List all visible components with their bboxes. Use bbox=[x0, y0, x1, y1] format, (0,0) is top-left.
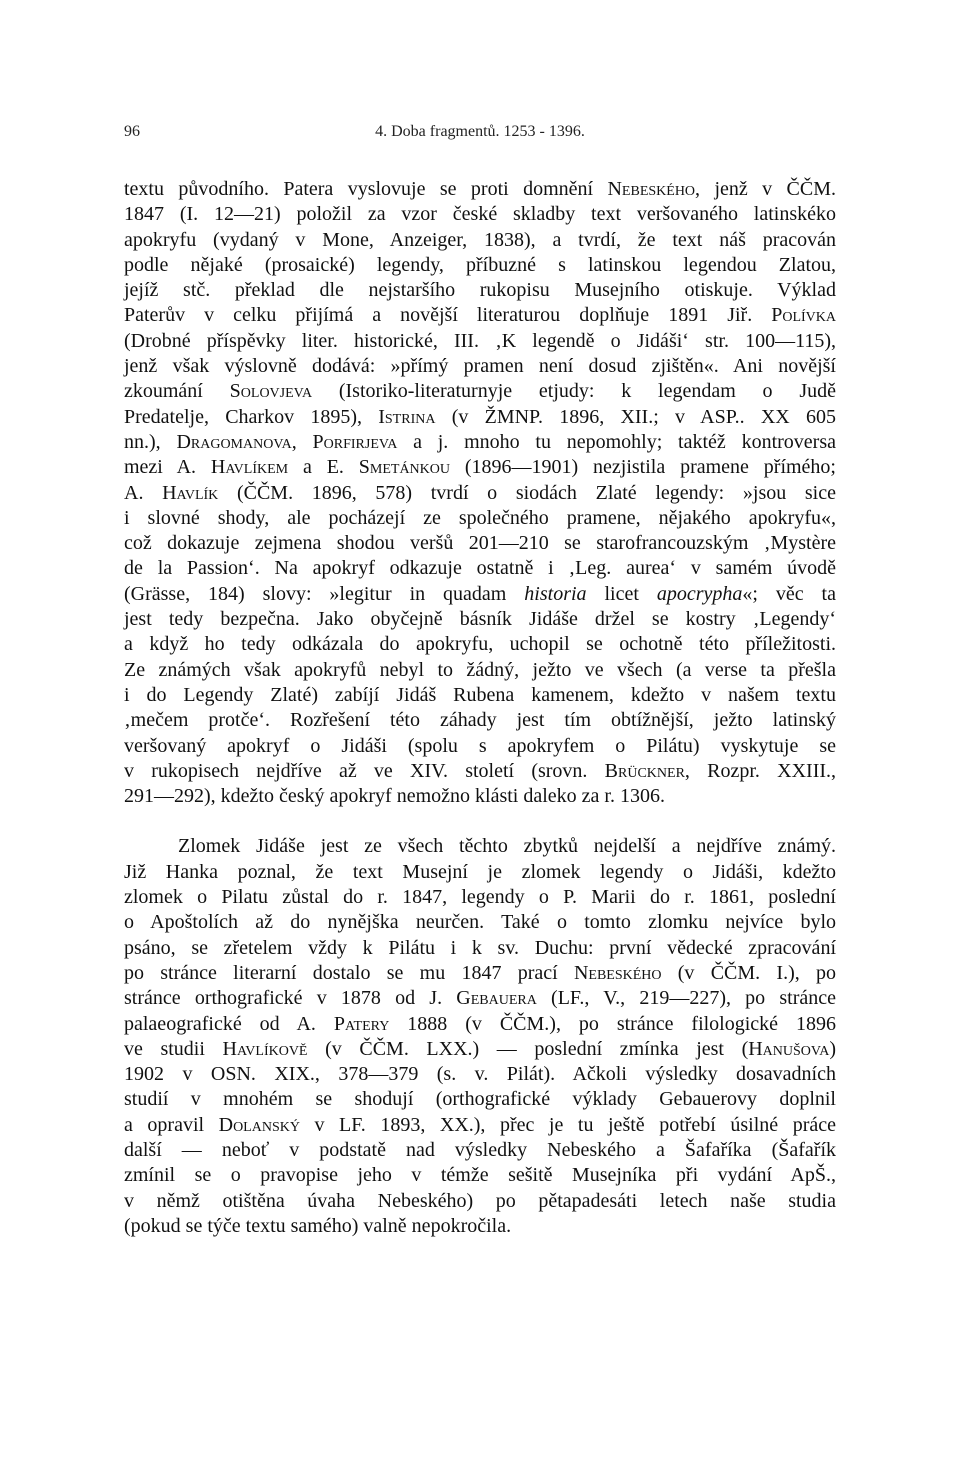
paragraph-2 bbox=[124, 834, 836, 1239]
text-segment: i slovné shody, ale pocházejí ze společného pramene, nějakého apokryfu«, bbox=[124, 506, 836, 529]
text-segment: (pokud se týče textu samého) valně nepokročila. bbox=[124, 1214, 512, 1237]
text-line bbox=[124, 582, 836, 607]
text-segment: 291—292), kdežto český apokryf nemožno klásti daleko za r. 1306. bbox=[124, 785, 665, 808]
text-segment: (v ČČM. LXX.) — poslední zmínka jest ( bbox=[307, 1037, 749, 1060]
text-segment: jest tedy bezpečna. Jako obyčejně básník Jidáše držel se kostry ‚Legendy‘ bbox=[124, 608, 836, 631]
text-line bbox=[124, 278, 836, 303]
text-segment: , Rozpr. XXIII., bbox=[684, 759, 837, 782]
text-segment: (ČČM. 1896, 578) tvrdí o siodách Zlaté legendy: »jsou sice bbox=[218, 481, 836, 504]
text-segment: (Drobné příspěvky liter. historické, III. ‚K legendě o Jidáši‘ str. 100—115), bbox=[124, 329, 836, 352]
text-line bbox=[124, 430, 836, 455]
text-line bbox=[124, 885, 836, 910]
text-segment: což dokazuje zejmena shodou veršů 201—210 se starofrancouzským ‚Mystère bbox=[124, 532, 836, 555]
text-line bbox=[124, 658, 836, 683]
text-line bbox=[124, 632, 836, 657]
text-line bbox=[124, 1062, 836, 1087]
text-segment: textu původního. Patera vyslovuje se proti domnění bbox=[124, 178, 608, 200]
author-name: Dolanský bbox=[218, 1113, 300, 1136]
author-name: Havlík bbox=[162, 481, 219, 504]
text-segment: , jenž v ČČM. bbox=[695, 178, 837, 200]
text-line bbox=[124, 734, 836, 759]
paragraph-1 bbox=[124, 177, 836, 809]
text-segment: 1902 v OSN. XIX., 378—379 (s. v. Pilát). Ačkoli výsledky dosavadních bbox=[124, 1063, 836, 1086]
author-name: Patery bbox=[333, 1012, 390, 1035]
text-segment: studií v mnohém se shodují (orthografické výklady Gebauerovy doplnil bbox=[124, 1088, 836, 1111]
text-segment: ‚mečem protče‘. Rozřešení této záhady jest tím obtížnější, ježto latinský bbox=[124, 709, 836, 732]
text-line bbox=[124, 1113, 836, 1138]
text-line bbox=[124, 354, 836, 379]
text-line bbox=[124, 860, 836, 885]
text-line bbox=[124, 556, 836, 581]
text-line bbox=[124, 936, 836, 961]
text-segment: (Grässe, 184) slovy: »legitur in quadam bbox=[124, 582, 525, 605]
text-segment: a opravil bbox=[124, 1113, 219, 1136]
author-name: Brückner bbox=[604, 759, 685, 782]
text-line bbox=[124, 329, 836, 354]
text-line bbox=[124, 202, 836, 227]
text-segment: ) bbox=[829, 1037, 836, 1060]
text-line bbox=[124, 1163, 836, 1188]
paragraph-gap bbox=[124, 809, 836, 834]
text-segment: v LF. 1893, XX.), přec je tu ještě potřebí úsilné práce bbox=[299, 1113, 836, 1136]
text-line bbox=[124, 177, 836, 202]
text-line bbox=[124, 834, 836, 859]
text-segment: psáno, se zřetelem vždy k Pilátu i k sv. Duchu: první vědecké zpracování bbox=[124, 936, 836, 959]
author-name: Polívka bbox=[771, 304, 836, 327]
text-segment: o Apoštolích až do nynějška neurčen. Také o tomto zlomku nejvíce bylo bbox=[124, 911, 836, 934]
author-name: Nebeského bbox=[573, 961, 662, 984]
author-name: Havlíkem bbox=[210, 456, 289, 479]
text-segment: další — neboť v podstatě nad výsledky Nebeského a Šafaříka (Šafařík bbox=[124, 1138, 836, 1161]
text-segment: A. bbox=[124, 481, 163, 504]
text-segment: zkoumání bbox=[124, 380, 230, 403]
text-segment: i do Legendy Zlaté) zabíjí Jidáš Rubena kamenem, kdežto v našem textu bbox=[124, 683, 836, 706]
text-line bbox=[124, 531, 836, 556]
text-segment: a když ho tedy odkázala do apokryfu, uchopil se ochotně této příležitosti. bbox=[124, 633, 836, 656]
text-line bbox=[124, 228, 836, 253]
page-header bbox=[124, 123, 836, 147]
author-name: Porfirjeva bbox=[312, 430, 398, 453]
text-segment: a E. bbox=[288, 456, 359, 479]
text-line bbox=[124, 481, 836, 506]
text-segment: v němž otištěna úvaha Nebeského) po pětapadesáti letech naše studia bbox=[124, 1189, 836, 1212]
text-segment: (LF., V., 219—227), po stránce bbox=[536, 987, 836, 1010]
text-segment: jenž však výslovně dodává: »přímý pramen není dosud zjištěn«. Ani novější bbox=[124, 355, 836, 378]
text-segment: mezi A. bbox=[124, 456, 211, 479]
text-line bbox=[124, 1012, 836, 1037]
text-line bbox=[124, 1087, 836, 1112]
author-name: Dragomanova bbox=[176, 430, 292, 453]
text-segment: de la Passion‘. Na apokryf odkazuje ostatně i ‚Leg. aurea‘ v samém úvodě bbox=[124, 557, 836, 580]
text-segment: ve studii bbox=[124, 1037, 223, 1060]
text-segment: zmínil se o pravopise jeho v témže sešitě Musejníka při vydání ApŠ., bbox=[124, 1164, 836, 1187]
text-line bbox=[124, 253, 836, 278]
text-line bbox=[124, 455, 836, 480]
text-segment: 1847 (I. 12—21) položil za vzor české skladby text veršovaného latinskéko bbox=[124, 203, 836, 226]
text-segment: (Istoriko-literaturnyje etjudy: k legendam o Judě bbox=[312, 380, 836, 403]
page-number: 96 bbox=[124, 123, 140, 140]
text-line bbox=[124, 986, 836, 1011]
text-line bbox=[124, 910, 836, 935]
text-segment: (1896—1901) nezjistila pramene přímého; bbox=[450, 456, 836, 479]
text-segment: veršovaný apokryf o Jidáši (spolu s apokryfem o Pilátu) vyskytuje se bbox=[124, 734, 836, 757]
text-segment: 1888 (v ČČM.), po stránce filologické 1896 bbox=[389, 1012, 836, 1035]
text-line bbox=[124, 405, 836, 430]
text-segment: «; věc ta bbox=[742, 582, 836, 605]
text-segment: v rukopisech nejdříve až ve XIV. století (srovn. bbox=[124, 759, 605, 782]
text-segment: Již Hanka poznal, že text Musejní je zlomek legendy o Jidáši, kdežto bbox=[124, 860, 836, 883]
text-line bbox=[124, 708, 836, 733]
text-line bbox=[124, 607, 836, 632]
author-name: Istrina bbox=[378, 405, 436, 428]
author-name: Havlíkově bbox=[222, 1037, 308, 1060]
text-line bbox=[124, 759, 836, 784]
author-name: Gebauera bbox=[456, 987, 537, 1010]
text-segment: a j. mnoho tu nepomohly; taktéž kontroversa bbox=[397, 430, 836, 453]
text-segment: palaeografické od A. bbox=[124, 1012, 334, 1035]
author-name: Smetánkou bbox=[358, 456, 450, 479]
text-line bbox=[124, 1037, 836, 1062]
text-line bbox=[124, 683, 836, 708]
text-line bbox=[124, 784, 836, 809]
text-segment: , bbox=[291, 430, 313, 453]
italic-term: apocrypha bbox=[656, 582, 743, 605]
text-segment: podle nějaké (prosaické) legendy, příbuzné s latinskou legendou Zlatou, bbox=[124, 253, 836, 276]
italic-term: historia bbox=[524, 582, 587, 605]
text-segment: jejíž stč. překlad dle nejstaršího rukopisu Musejního otiskuje. Výklad bbox=[124, 279, 836, 302]
author-name: Nebeského bbox=[607, 178, 696, 200]
text-line bbox=[124, 379, 836, 404]
text-line bbox=[124, 303, 836, 328]
author-name: Hanušova bbox=[748, 1037, 830, 1060]
text-segment: apokryfu (vydaný v Mone, Anzeiger, 1838), a tvrdí, že text náš pracován bbox=[124, 228, 836, 251]
text-segment: Paterův v celku přijímá a novější literaturou doplňuje 1891 Jiř. bbox=[124, 304, 772, 327]
text-segment: nn.), bbox=[124, 430, 177, 453]
text-line bbox=[124, 1138, 836, 1163]
text-segment: po stránce literarní dostalo se mu 1847 prací bbox=[124, 961, 574, 984]
text-line bbox=[124, 1214, 836, 1239]
text-segment: (v ČČM. I.), po bbox=[661, 961, 836, 984]
text-segment: Predatelje, Charkov 1895), bbox=[124, 405, 379, 428]
text-segment: zlomek o Pilatu zůstal do r. 1847, legendy o P. Marii do r. 1861, poslední bbox=[124, 886, 836, 909]
text-segment: Ze známých však apokryfů nebyl to žádný, ježto ve všech (a verse ta přešla bbox=[124, 658, 836, 681]
text-line bbox=[124, 1189, 836, 1214]
body-text bbox=[124, 177, 836, 1239]
running-title: 4. Doba fragmentů. 1253 - 1396. bbox=[375, 123, 585, 140]
text-line bbox=[124, 506, 836, 531]
author-name: Solovjeva bbox=[229, 380, 313, 403]
text-segment: stránce orthografické v 1878 od J. bbox=[124, 987, 457, 1010]
text-line bbox=[124, 961, 836, 986]
text-segment: licet bbox=[586, 582, 657, 605]
text-segment: Zlomek Jidáše jest ze všech těchto zbytků nejdelší a nejdříve známý. bbox=[178, 835, 836, 858]
text-segment: (v ŽMNP. 1896, XII.; v ASP.. XX 605 bbox=[435, 405, 836, 428]
